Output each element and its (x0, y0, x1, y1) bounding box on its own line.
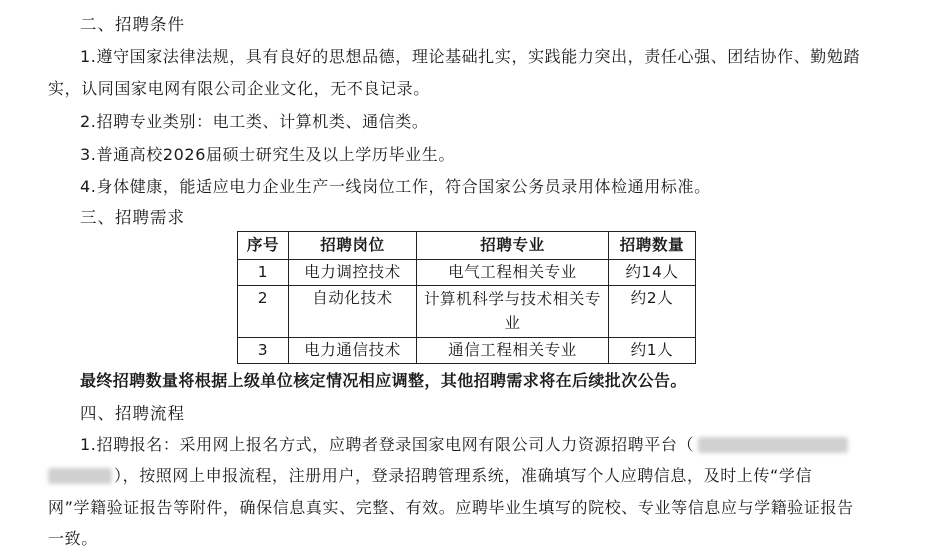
table-header-row (238, 232, 696, 260)
table-row (238, 260, 696, 286)
cell-major: 通信工程相关专业 (417, 338, 609, 364)
process-text-1: 1.招聘报名：采用网上报名方式，应聘者登录国家电网有限公司人力资源招聘平台（ (80, 435, 695, 454)
cell-index: 3 (238, 338, 289, 364)
header-major: 招聘专业 (417, 232, 609, 260)
cell-major: 电气工程相关专业 (417, 260, 609, 286)
redacted-url-cont (48, 468, 112, 484)
process-line-1 (80, 432, 848, 455)
recruitment-table (237, 231, 696, 364)
header-position: 招聘岗位 (289, 232, 417, 260)
header-index: 序号 (238, 232, 289, 260)
adjustment-note: 最终招聘数量将根据上级单位核定情况相应调整，其他招聘需求将在后续批次公告。 (80, 371, 687, 390)
table-row (238, 286, 696, 338)
section-title-demand: 三、招聘需求 (80, 208, 185, 227)
condition-line-1: 1.遵守国家法律法规，具有良好的思想品德，理论基础扎实，实践能力突出，责任心强、团结协作、勤勉踏 (80, 47, 861, 66)
cell-count: 约2人 (609, 286, 696, 338)
table-row (238, 338, 696, 364)
cell-position: 电力调控技术 (289, 260, 417, 286)
cell-position: 自动化技术 (289, 286, 417, 338)
section-title-conditions: 二、招聘条件 (80, 15, 185, 34)
cell-index: 1 (238, 260, 289, 286)
condition-line-2: 2.招聘专业类别：电工类、计算机类、通信类。 (80, 112, 429, 131)
header-count: 招聘数量 (609, 232, 696, 260)
process-line-3: 网”学籍验证报告等附件，确保信息真实、完整、有效。应聘毕业生填写的院校、专业等信息应与学籍验证报告 (48, 498, 854, 517)
section-title-process: 四、招聘流程 (80, 404, 185, 423)
cell-major: 计算机科学与技术相关专业 (417, 286, 609, 338)
cell-count: 约1人 (609, 338, 696, 364)
process-text-2: ），按照网上申报流程，注册用户，登录招聘管理系统，准确填写个人应聘信息，及时上传“学信 (114, 466, 813, 485)
cell-index: 2 (238, 286, 289, 338)
condition-line-4: 4.身体健康，能适应电力企业生产一线岗位工作，符合国家公务员录用体检通用标准。 (80, 177, 711, 196)
cell-position: 电力通信技术 (289, 338, 417, 364)
process-line-2 (48, 463, 812, 486)
condition-line-3: 3.普通高校2026届硕士研究生及以上学历毕业生。 (80, 145, 455, 164)
redacted-url (698, 437, 848, 453)
condition-line-1-cont: 实，认同国家电网有限公司企业文化，无不良记录。 (48, 79, 430, 98)
cell-count: 约14人 (609, 260, 696, 286)
process-line-4: 一致。 (48, 529, 98, 548)
